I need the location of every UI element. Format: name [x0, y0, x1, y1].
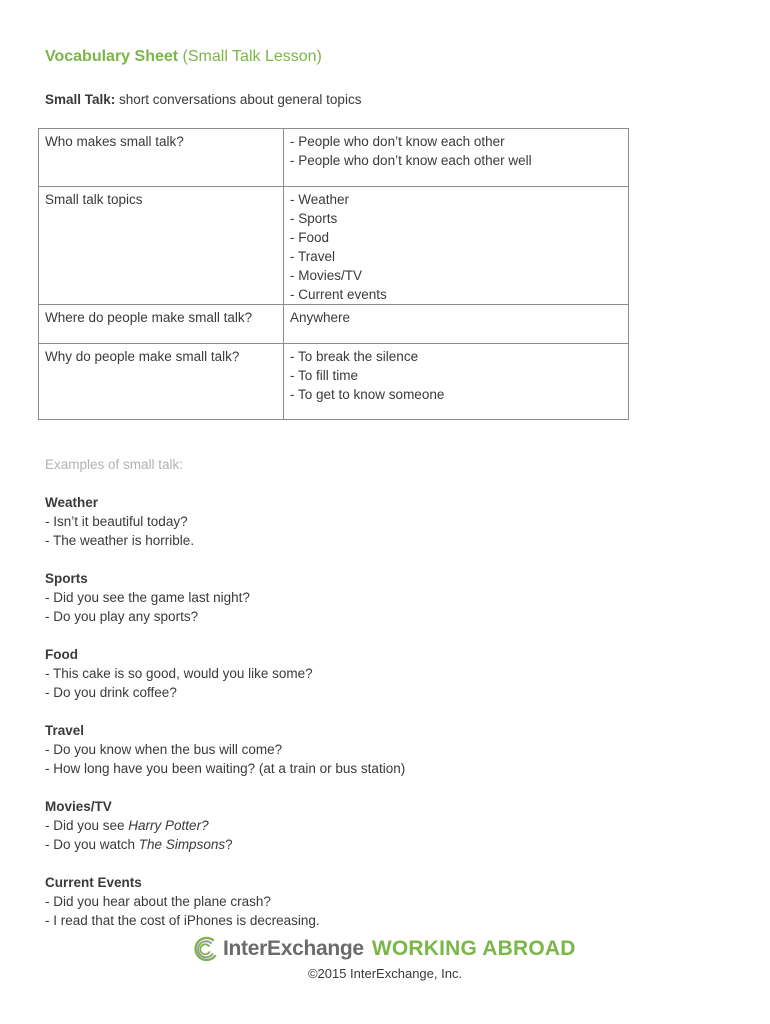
answer-line: - People who don’t know each other — [290, 134, 505, 149]
answer-line: - People who don’t know each other well — [290, 153, 532, 168]
topic-movies-tv — [45, 797, 405, 854]
table-row — [39, 305, 629, 344]
definition-text: short conversations about general topics — [119, 92, 362, 107]
answer-line: - To fill time — [290, 368, 359, 383]
answer-line: - Sports — [290, 211, 338, 226]
topic-current-events — [45, 873, 405, 930]
example-line: - Do you know when the bus will come? — [45, 742, 283, 757]
table-row — [39, 344, 629, 420]
topic-title: Sports — [45, 571, 88, 586]
example-line: - This cake is so good, would you like some? — [45, 666, 313, 681]
logo-tagline: WORKING ABROAD — [371, 937, 576, 960]
table-cell-answers — [284, 129, 629, 187]
example-line: - Did you hear about the plane crash? — [45, 894, 271, 909]
topic-title: Food — [45, 647, 78, 662]
example-line: - I read that the cost of iPhones is decreasing. — [45, 913, 320, 928]
example-line — [45, 816, 405, 835]
definition-term: Small Talk: — [45, 92, 116, 107]
example-italic-title: The Simpsons — [138, 837, 226, 852]
interexchange-swirl-icon — [193, 934, 219, 964]
table-cell-question: Where do people make small talk? — [39, 305, 284, 344]
title-main: Vocabulary Sheet — [45, 48, 179, 65]
table-cell-answers — [284, 305, 629, 344]
page-title — [45, 48, 322, 66]
example-line: - The weather is horrible. — [45, 533, 195, 548]
example-line: - How long have you been waiting? (at a train or bus station) — [45, 761, 406, 776]
definition — [45, 92, 361, 107]
table-row — [39, 129, 629, 187]
example-line: - Did you see the game last night? — [45, 590, 250, 605]
topic-title: Weather — [45, 495, 99, 510]
table-row — [39, 187, 629, 305]
example-text: - Did you see — [45, 818, 129, 833]
table-cell-question: Why do people make small talk? — [39, 344, 284, 420]
table-cell-question: Who makes small talk? — [39, 129, 284, 187]
topic-travel — [45, 721, 405, 778]
logo-brand: InterExchange — [223, 937, 364, 960]
example-italic-title: Harry Potter? — [128, 818, 209, 833]
examples-section — [45, 455, 405, 949]
answer-line: - Movies/TV — [290, 268, 363, 283]
topic-title: Travel — [45, 723, 85, 738]
table-cell-answers — [284, 187, 629, 305]
topic-title: Current Events — [45, 875, 142, 890]
topic-food — [45, 645, 405, 702]
answer-line: - Food — [290, 230, 330, 245]
answer-line: - Travel — [290, 249, 336, 264]
answer-line: Anywhere — [290, 310, 351, 325]
example-text: - Do you watch — [45, 837, 139, 852]
title-subtitle: (Small Talk Lesson) — [182, 48, 322, 65]
copyright: ©2015 InterExchange, Inc. — [307, 966, 463, 981]
example-text: ? — [225, 837, 233, 852]
vocabulary-table — [38, 128, 629, 420]
answer-line: - To get to know someone — [290, 387, 445, 402]
answer-line: - To break the silence — [290, 349, 419, 364]
topic-weather — [45, 493, 405, 550]
examples-heading: Examples of small talk: — [45, 457, 184, 472]
topic-sports — [45, 569, 405, 626]
example-line: - Do you drink coffee? — [45, 685, 177, 700]
answer-line: - Weather — [290, 192, 350, 207]
footer-logo — [193, 933, 576, 965]
topic-title: Movies/TV — [45, 799, 112, 814]
example-line: - Isn’t it beautiful today? — [45, 514, 188, 529]
answer-line: - Current events — [290, 287, 387, 302]
table-cell-answers — [284, 344, 629, 420]
example-line: - Do you play any sports? — [45, 609, 199, 624]
example-line — [45, 835, 405, 854]
table-cell-question: Small talk topics — [39, 187, 284, 305]
